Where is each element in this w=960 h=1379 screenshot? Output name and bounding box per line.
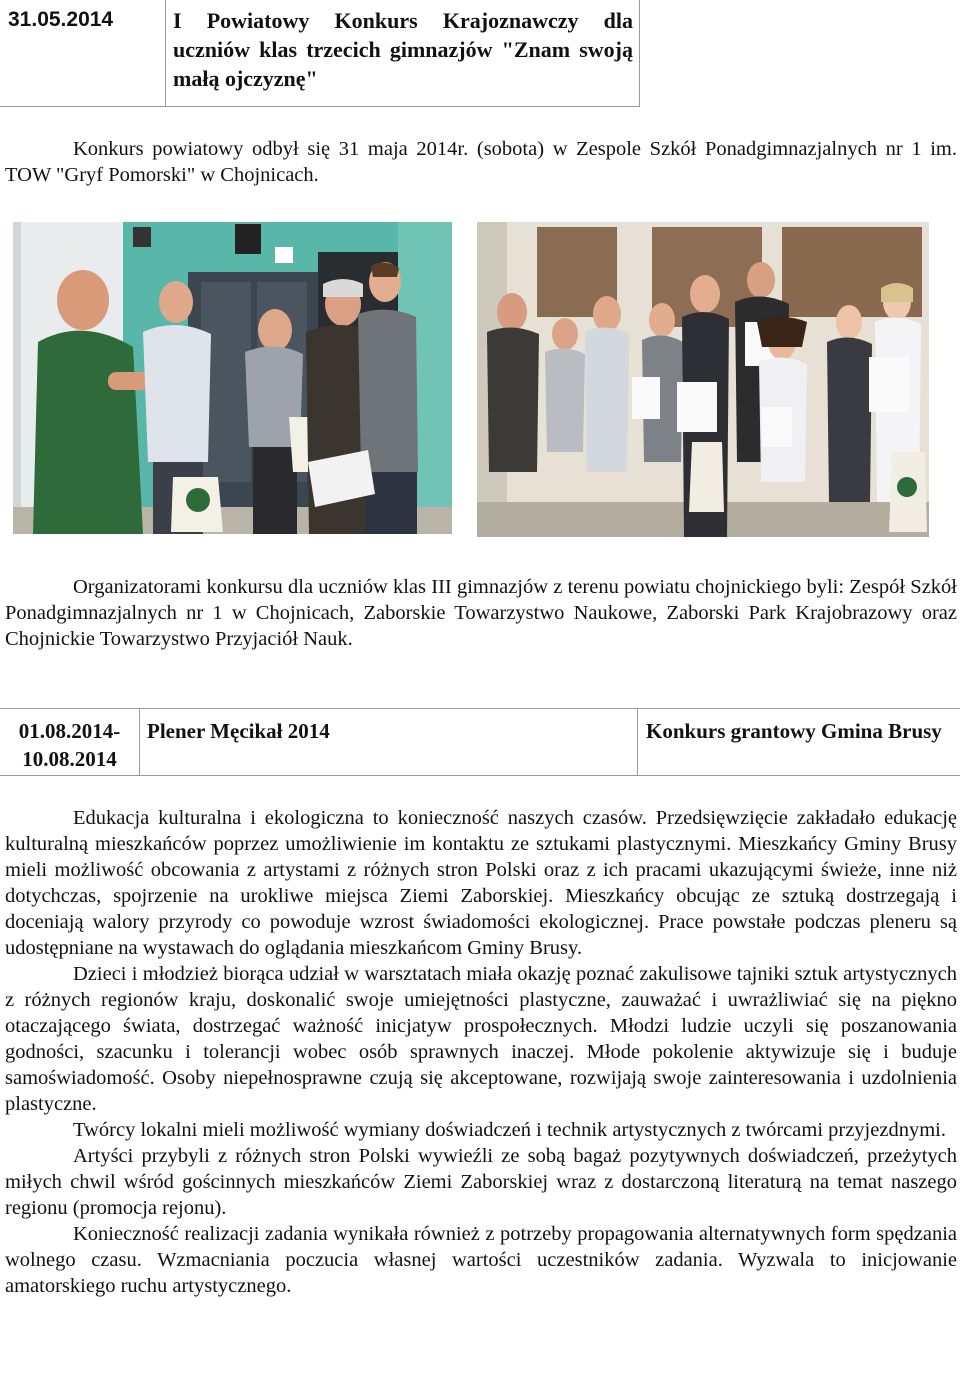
event2-paragraph-5: Konieczność realizacji zadania wynikała również z potrzeby propagowania alternatywnych form spędzania wolnego czasu. Wzmacniania poczucia własnej wartości uczestników zadania. Wyzwala to inicjowanie amatorskiego ruchu artystycznego. xyxy=(5,1223,957,1297)
event2-program: Konkurs grantowy Gmina Brusy xyxy=(638,709,960,776)
event1-organizers xyxy=(5,574,957,652)
event1-title: I Powiatowy Konkurs Krajoznawczy dla uczniów klas trzecich gimnazjów "Znam swoją małą ojczyznę" xyxy=(166,0,640,107)
event1-header-table xyxy=(0,0,640,107)
photo-award-handover-image xyxy=(13,222,452,534)
event2-paragraph-1: Edukacja kulturalna i ekologiczna to konieczność naszych czasów. Przedsięwzięcie zakładało edukację kulturalną mieszkańców poprzez umożliwienie im kontaktu ze sztukami plastycznymi. Mieszkańcy Gminy Brusy mieli możliwość obcowania z artystami z różnych stron Polski oraz z ich pracami ukazującymi świeże, inne niż dotychczas, spojrzenie na urokliwe miejsca Ziemi Zaborskiej. Mieszkańcy obcując ze sztuką dostrzegają i doceniają walory przyrody co powoduje wzrost świadomości ekologicznej. Prace powstałe podczas pleneru są udostępniane na wystawach do oglądania mieszkańcom Gminy Brusy. xyxy=(5,807,957,959)
event1-date: 31.05.2014 xyxy=(0,0,166,107)
event2-date-end: 10.08.2014 xyxy=(22,747,117,771)
event2-title: Plener Męcikał 2014 xyxy=(140,709,638,776)
event1-organizers-text: Organizatorami konkursu dla uczniów klas III gimnazjów z terenu powiatu chojnickiego byli: Zespół Szkół Ponadgimnazjalnych nr 1 w Chojnicach, Zaborskie Towarzystwo Naukowe, Zaborski Park Krajobrazowy oraz Chojnickie Towarzystwo Przyjaciół Nauk. xyxy=(5,576,957,650)
photo-award-handover xyxy=(13,222,452,534)
photo-winners-group xyxy=(477,222,929,537)
photo-winners-group-image xyxy=(477,222,929,537)
event2-paragraph-4: Artyści przybyli z różnych stron Polski wywieźli ze sobą bagaż pozytywnych doświadczeń, przeżytych miłych chwil wśród gościnnych mieszkańców Ziemi Zaborskiej wraz z dostarczoną literaturą na temat naszego regionu (promocja rejonu). xyxy=(5,1145,957,1219)
event1-intro xyxy=(5,136,957,188)
event2-body xyxy=(5,805,957,1299)
event2-header-table xyxy=(0,708,960,776)
event2-date xyxy=(0,709,140,776)
event1-intro-text: Konkurs powiatowy odbył się 31 maja 2014r. (sobota) w Zespole Szkół Ponadgimnazjalnych nr 1 im. TOW "Gryf Pomorski" w Chojnicach. xyxy=(5,138,957,186)
event2-date-start: 01.08.2014- xyxy=(18,719,121,743)
event2-paragraph-3: Twórcy lokalni mieli możliwość wymiany doświadczeń i technik artystycznych z twórcami przyjezdnymi. xyxy=(73,1119,946,1141)
event2-paragraph-2: Dzieci i młodzież biorąca udział w warsztatach miała okazję poznać zakulisowe tajniki sztuk artystycznych z różnych regionów kraju, doskonalić swoje umiejętności plastyczne, zauważać i uwrażliwiać się na piękno otaczającego świata, dostrzegać ważność inicjatyw prospołecznych. Młodzi ludzie uczyli się poszanowania godności, szacunku i tolerancji wobec osób sprawnych inaczej. Młode pokolenie aktywizuje się i buduje samoświadomość. Osoby niepełnosprawne czują się akceptowane, rozwijają swoje zainteresowania i uzdolnienia plastyczne. xyxy=(5,963,957,1115)
